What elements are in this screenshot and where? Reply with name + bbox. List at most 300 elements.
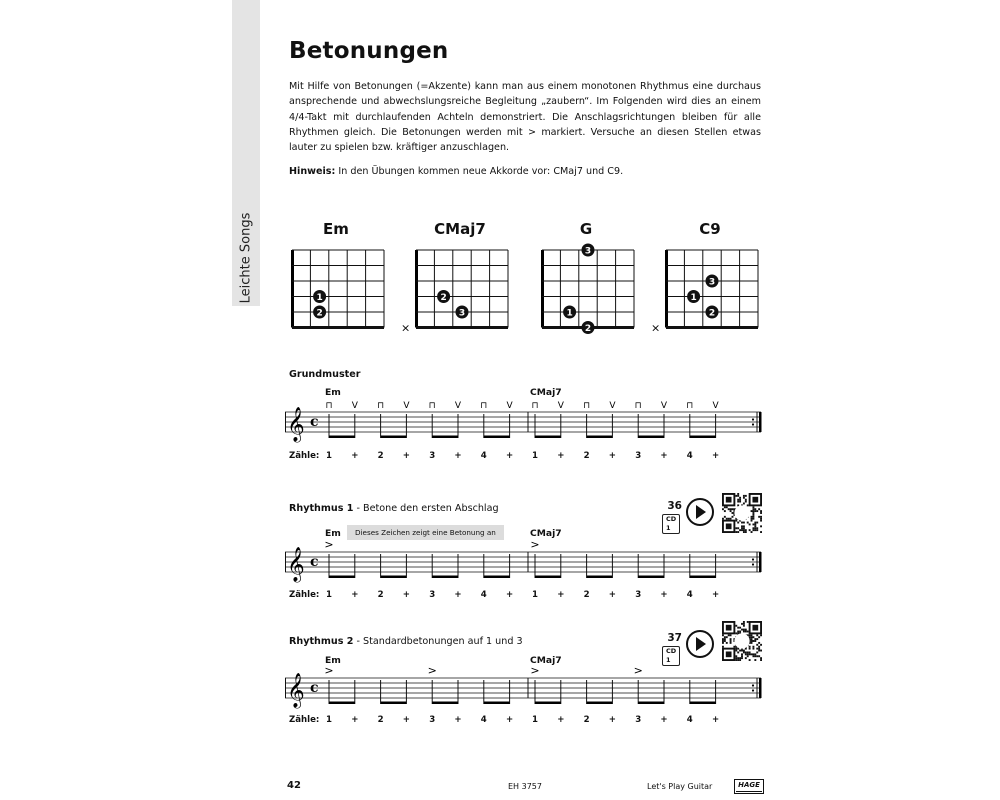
muted-string-marker: ×	[401, 321, 411, 335]
qr-module	[739, 627, 741, 629]
qr-module	[745, 631, 747, 633]
publisher-logo: HAGE	[734, 779, 764, 794]
accent-mark: >	[633, 664, 643, 677]
qr-module	[743, 531, 745, 533]
strum-direction-mark: ⊓	[634, 401, 642, 411]
qr-module	[737, 657, 739, 659]
qr-code-icon[interactable]	[722, 621, 762, 661]
qr-module	[749, 648, 751, 650]
qr-module	[749, 646, 751, 648]
eighth-beam	[638, 436, 664, 439]
finger-number: 1	[566, 308, 573, 319]
qr-module	[752, 518, 754, 520]
qr-module	[730, 642, 732, 644]
count-value: +	[351, 590, 359, 600]
strum-direction-mark: V	[351, 401, 358, 411]
nut-line	[541, 250, 544, 328]
qr-module	[724, 516, 726, 518]
qr-module	[754, 527, 756, 529]
count-value: 4	[480, 590, 487, 600]
qr-module	[745, 499, 747, 501]
repeat-dot	[752, 563, 754, 565]
staff-chord-label: Em	[325, 387, 341, 398]
qr-module	[760, 644, 762, 646]
page-number: 42	[287, 780, 301, 791]
eighth-beam	[484, 576, 510, 579]
eighth-beam	[381, 702, 407, 705]
accent-mark: >	[530, 538, 540, 551]
qr-module	[737, 499, 739, 501]
repeat-dot	[752, 423, 754, 425]
qr-module	[751, 642, 753, 644]
qr-module	[737, 504, 739, 506]
page-title: Betonungen	[289, 38, 449, 64]
qr-module	[741, 657, 743, 659]
qr-module	[752, 510, 754, 512]
qr-module	[751, 518, 753, 520]
qr-module	[737, 632, 739, 634]
qr-module	[743, 631, 745, 633]
eighth-beam	[690, 436, 716, 439]
qr-module	[737, 495, 739, 497]
finger-number: 1	[690, 293, 697, 303]
qr-module	[743, 621, 745, 623]
chord-grid	[286, 242, 396, 328]
count-value: 4	[480, 451, 487, 461]
count-value: 4	[686, 590, 693, 600]
play-icon[interactable]	[686, 630, 714, 658]
qr-module	[743, 623, 745, 625]
eighth-beam	[432, 436, 458, 439]
qr-module	[752, 527, 754, 529]
count-value: 4	[686, 715, 693, 725]
hint-paragraph	[289, 164, 761, 179]
qr-module	[743, 495, 745, 497]
strum-direction-mark: V	[609, 401, 616, 411]
staff-chord-label: Em	[325, 655, 341, 666]
qr-module	[756, 644, 758, 646]
count-value: +	[402, 715, 410, 725]
count-value: 2	[583, 451, 590, 461]
time-signature: c	[310, 680, 319, 696]
qr-module	[730, 508, 732, 510]
qr-module	[752, 655, 754, 657]
qr-module	[760, 650, 762, 652]
qr-module	[733, 646, 735, 648]
qr-module	[735, 655, 737, 657]
count-value: +	[711, 590, 720, 600]
qr-module	[741, 629, 743, 631]
track-number: 37	[667, 632, 682, 644]
qr-module	[752, 529, 754, 531]
count-value: 1	[326, 715, 332, 725]
qr-module	[743, 525, 745, 527]
finger-number: 3	[584, 246, 592, 257]
qr-module	[730, 634, 732, 636]
count-value: +	[505, 590, 514, 600]
qr-module	[751, 531, 753, 533]
qr-module	[751, 634, 753, 636]
time-signature: c	[310, 554, 319, 570]
final-bar-line	[759, 552, 762, 572]
count-value: 3	[429, 715, 436, 725]
qr-module	[735, 495, 737, 497]
qr-module	[747, 631, 749, 633]
catalog-code: EH 3757	[508, 782, 542, 791]
qr-module	[737, 648, 739, 650]
qr-module	[741, 653, 743, 655]
qr-module	[758, 636, 760, 638]
qr-module	[741, 525, 743, 527]
count-value: +	[454, 590, 462, 600]
eighth-beam	[381, 436, 407, 439]
qr-finder-core	[726, 651, 732, 657]
qr-module	[739, 650, 741, 652]
exercise-title-grundmuster: Grundmuster	[289, 369, 361, 380]
repeat-dot	[752, 684, 754, 686]
qr-module	[741, 623, 743, 625]
eighth-beam	[329, 702, 355, 705]
qr-module	[756, 651, 758, 653]
qr-module	[739, 499, 741, 501]
qr-module	[739, 497, 741, 499]
eighth-beam	[484, 436, 510, 439]
qr-module	[760, 518, 762, 520]
qr-module	[752, 514, 754, 516]
qr-module	[743, 503, 745, 505]
qr-module	[754, 510, 756, 512]
qr-module	[728, 518, 730, 520]
qr-module	[737, 627, 739, 629]
cd-badge: CD 1	[662, 646, 680, 666]
qr-module	[752, 636, 754, 638]
qr-module	[747, 655, 749, 657]
strum-direction-mark: ⊓	[686, 401, 694, 411]
final-bar-line	[759, 678, 762, 698]
qr-module	[754, 529, 756, 531]
qr-module	[737, 493, 739, 495]
qr-module	[737, 501, 739, 503]
qr-module	[747, 621, 749, 623]
finger-number: 1	[316, 293, 323, 303]
qr-module	[722, 642, 724, 644]
chord-name: G	[579, 220, 593, 238]
qr-center-logo	[734, 505, 749, 520]
count-value: 1	[326, 590, 332, 600]
qr-module	[726, 506, 728, 508]
qr-module	[739, 529, 741, 531]
count-value: 2	[583, 590, 590, 600]
qr-module	[745, 648, 747, 650]
count-value: 2	[377, 715, 384, 725]
count-value: 1	[532, 715, 538, 725]
qr-module	[752, 648, 754, 650]
chord-grid	[651, 242, 770, 335]
cd-badge: CD 1	[662, 514, 680, 534]
qr-module	[722, 508, 724, 510]
qr-module	[733, 508, 735, 510]
finger-number: 2	[584, 324, 592, 334]
qr-module	[760, 657, 762, 659]
qr-module	[730, 640, 732, 642]
qr-module	[732, 512, 734, 514]
chord-grid	[401, 242, 520, 335]
count-value: +	[454, 715, 462, 725]
nut-line	[291, 250, 294, 328]
count-value: +	[660, 715, 668, 725]
treble-clef-icon: 𝄞	[287, 547, 305, 582]
qr-finder-core	[752, 497, 758, 503]
qr-module	[749, 636, 751, 638]
count-value: 3	[635, 590, 642, 600]
qr-module	[745, 651, 747, 653]
qr-module	[747, 504, 749, 506]
music-staff	[285, 538, 765, 584]
qr-module	[739, 501, 741, 503]
qr-module	[735, 625, 737, 627]
play-icon[interactable]	[686, 498, 714, 526]
music-staff	[285, 664, 765, 710]
qr-module	[730, 638, 732, 640]
qr-module	[756, 655, 758, 657]
strum-direction-mark: V	[403, 401, 410, 411]
eighth-beam	[587, 436, 613, 439]
count-value: 4	[686, 451, 693, 461]
accent-mark: >	[324, 664, 334, 677]
qr-module	[754, 655, 756, 657]
strum-direction-mark: ⊓	[480, 401, 488, 411]
eighth-beam	[690, 702, 716, 705]
qr-module	[726, 518, 728, 520]
qr-module	[754, 653, 756, 655]
qr-module	[756, 510, 758, 512]
treble-clef-icon: 𝄞	[287, 673, 305, 708]
eighth-beam	[535, 702, 561, 705]
qr-module	[749, 634, 751, 636]
qr-module	[758, 508, 760, 510]
qr-module	[756, 522, 758, 524]
qr-module	[743, 527, 745, 529]
repeat-dot	[752, 418, 754, 420]
count-value: +	[402, 451, 410, 461]
qr-module	[760, 634, 762, 636]
count-value: 3	[635, 451, 642, 461]
chapter-side-tab-label: Leichte Songs	[238, 212, 254, 304]
qr-module	[745, 653, 747, 655]
count-value: +	[505, 451, 514, 461]
hint-label: Hinweis:	[289, 166, 336, 177]
muted-string-marker: ×	[651, 321, 661, 335]
eighth-beam	[535, 576, 561, 579]
qr-module	[737, 651, 739, 653]
qr-module	[724, 640, 726, 642]
finger-number: 2	[440, 293, 447, 303]
qr-module	[745, 629, 747, 631]
qr-center-logo	[734, 633, 749, 648]
qr-module	[760, 659, 762, 661]
count-value: +	[557, 451, 565, 461]
accent-mark: >	[427, 664, 437, 677]
qr-module	[754, 525, 756, 527]
staff-chord-label: Em	[325, 528, 341, 539]
count-value: +	[351, 451, 359, 461]
qr-module	[737, 527, 739, 529]
qr-module	[735, 520, 737, 522]
qr-module	[743, 625, 745, 627]
count-value: 1	[532, 451, 538, 461]
qr-module	[749, 659, 751, 661]
qr-module	[752, 508, 754, 510]
qr-module	[739, 657, 741, 659]
qr-module	[737, 522, 739, 524]
qr-module	[722, 634, 724, 636]
qr-module	[751, 640, 753, 642]
staff-chord-label: CMaj7	[530, 387, 562, 398]
count-value: 1	[326, 451, 332, 461]
qr-module	[760, 510, 762, 512]
qr-module	[743, 629, 745, 631]
qr-module	[728, 634, 730, 636]
count-value: +	[351, 715, 359, 725]
qr-module	[751, 636, 753, 638]
final-bar-line	[759, 412, 762, 432]
qr-module	[752, 646, 754, 648]
qr-module	[752, 640, 754, 642]
time-signature: c	[310, 414, 319, 430]
chord-name: C9	[699, 220, 721, 238]
qr-module	[758, 650, 760, 652]
qr-module	[760, 516, 762, 518]
repeat-dot	[752, 689, 754, 691]
qr-module	[739, 631, 741, 633]
qr-module	[732, 508, 734, 510]
eighth-beam	[484, 702, 510, 705]
qr-module	[754, 522, 756, 524]
qr-module	[722, 640, 724, 642]
eighth-beam	[587, 702, 613, 705]
strum-direction-mark: ⊓	[377, 401, 385, 411]
qr-module	[737, 531, 739, 533]
eighth-beam	[432, 702, 458, 705]
qr-module	[741, 650, 743, 652]
qr-module	[722, 518, 724, 520]
count-value: +	[608, 590, 616, 600]
qr-module	[756, 634, 758, 636]
qr-module	[735, 648, 737, 650]
qr-module	[724, 636, 726, 638]
qr-module	[724, 638, 726, 640]
count-value: +	[660, 590, 668, 600]
accent-tooltip: Dieses Zeichen zeigt eine Betonung an	[347, 525, 504, 540]
qr-module	[737, 631, 739, 633]
count-value: 3	[635, 715, 642, 725]
qr-module	[747, 653, 749, 655]
qr-module	[724, 506, 726, 508]
strum-direction-mark: ⊓	[583, 401, 591, 411]
strum-direction-mark: ⊓	[325, 401, 333, 411]
eighth-beam	[381, 576, 407, 579]
qr-module	[751, 520, 753, 522]
qr-module	[745, 531, 747, 533]
qr-module	[752, 512, 754, 514]
count-value: 3	[429, 451, 436, 461]
track-number: 36	[667, 500, 682, 512]
count-value: +	[608, 715, 616, 725]
qr-module	[754, 638, 756, 640]
strum-direction-mark: V	[712, 401, 719, 411]
qr-module	[752, 523, 754, 525]
qr-module	[752, 653, 754, 655]
qr-module	[751, 510, 753, 512]
nut-line	[415, 250, 418, 328]
qr-module	[724, 510, 726, 512]
qr-module	[754, 508, 756, 510]
count-value: +	[711, 451, 720, 461]
count-label: Zähle:	[289, 451, 320, 461]
qr-module	[735, 632, 737, 634]
strum-direction-mark: ⊓	[531, 401, 539, 411]
qr-module	[745, 657, 747, 659]
qr-module	[751, 653, 753, 655]
strum-direction-mark: V	[557, 401, 564, 411]
qr-module	[752, 516, 754, 518]
chapter-side-tab	[232, 0, 260, 306]
count-value: 2	[583, 715, 590, 725]
staff-chord-label: CMaj7	[530, 655, 562, 666]
qr-module	[749, 529, 751, 531]
qr-module	[732, 516, 734, 518]
qr-module	[739, 659, 741, 661]
qr-module	[730, 518, 732, 520]
count-value: +	[660, 451, 668, 461]
qr-module	[737, 659, 739, 661]
chord-name: Em	[323, 220, 349, 238]
qr-finder-core	[726, 497, 732, 503]
qr-module	[735, 659, 737, 661]
qr-module	[728, 508, 730, 510]
qr-module	[754, 523, 756, 525]
qr-module	[754, 659, 756, 661]
eighth-beam	[638, 702, 664, 705]
qr-module	[758, 642, 760, 644]
qr-module	[722, 638, 724, 640]
finger-number: 3	[708, 277, 716, 288]
qr-module	[743, 529, 745, 531]
qr-code-icon[interactable]	[722, 493, 762, 533]
strum-direction-mark: V	[660, 401, 668, 411]
qr-module	[760, 512, 762, 514]
eighth-beam	[329, 436, 355, 439]
qr-module	[758, 655, 760, 657]
qr-module	[747, 651, 749, 653]
accent-mark: >	[324, 538, 334, 551]
count-label: Zähle:	[289, 715, 320, 725]
finger-number: 2	[708, 308, 716, 319]
qr-module	[751, 516, 753, 518]
qr-module	[758, 516, 760, 518]
qr-module	[745, 501, 747, 503]
count-value: 1	[532, 590, 538, 600]
repeat-dot	[752, 558, 754, 560]
finger-number: 3	[458, 308, 466, 319]
count-value: 4	[480, 715, 487, 725]
strum-direction-mark: V	[506, 401, 513, 411]
count-value: +	[402, 590, 410, 600]
count-value: +	[454, 451, 462, 461]
qr-module	[730, 510, 732, 512]
qr-module	[745, 495, 747, 497]
qr-module	[743, 650, 745, 652]
